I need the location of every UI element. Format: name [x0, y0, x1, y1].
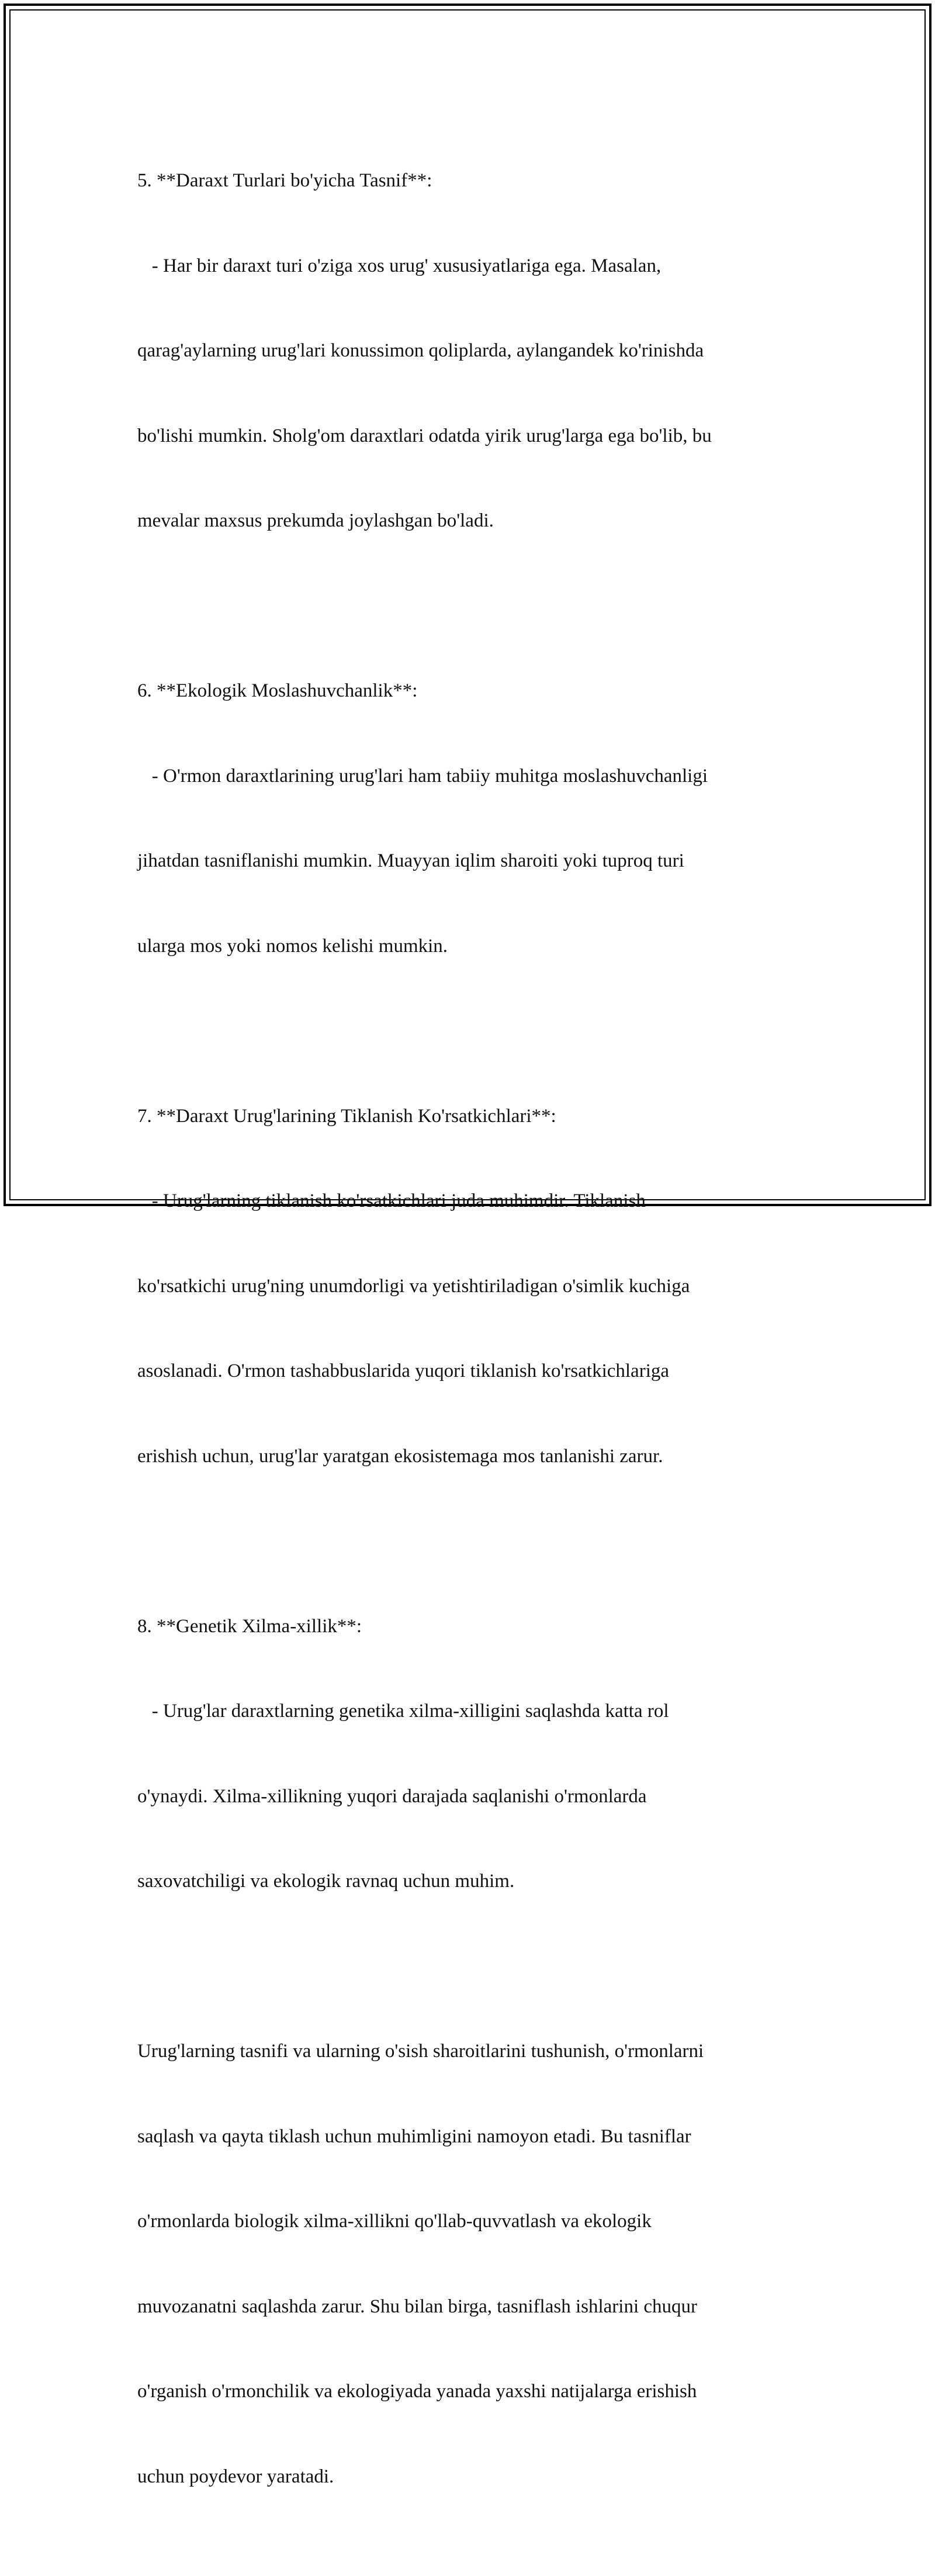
conclusion-line: muvozanatni saqlashda zarur. Shu bilan birga, tasniflash ishlarini chuqur	[137, 2295, 697, 2317]
section-line: - Urug'lar daraxtlarning genetika xilma-xilligini saqlashda katta rol	[137, 1701, 669, 1722]
document-body	[137, 110, 815, 2576]
conclusion-paragraph	[137, 1981, 815, 2547]
section-line: asoslanadi. O'rmon tashabbuslarida yuqori tiklanish ko'rsatkichlariga	[137, 1360, 670, 1382]
conclusion-line: o'rganish o'rmonchilik va ekologiyada yanada yaxshi natijalarga erishish	[137, 2381, 697, 2402]
section-heading: 7. **Daraxt Urug'larining Tiklanish Ko'rsatkichlari**:	[137, 1105, 556, 1127]
section-5	[137, 110, 815, 592]
section-line: jihatdan tasniflanishi mumkin. Muayyan iqlim sharoiti yoki tuproq turi	[137, 850, 684, 871]
section-line: - Har bir daraxt turi o'ziga xos urug' xususiyatlariga ega. Masalan,	[137, 255, 662, 276]
section-7	[137, 1045, 815, 1528]
section-line: ularga mos yoki nomos kelishi mumkin.	[137, 935, 448, 957]
section-heading: 5. **Daraxt Turlari bo'yicha Tasnif**:	[137, 170, 432, 191]
conclusion-line: Urug'larning tasnifi va ularning o'sish sharoitlarini tushunish, o'rmonlarni	[137, 2041, 704, 2062]
section-line: - O'rmon daraxtlarining urug'lari ham tabiiy muhitga moslashuvchanligi	[137, 765, 708, 787]
section-line: erishish uchun, urug'lar yaratgan ekosistemaga mos tanlanishi zarur.	[137, 1445, 663, 1467]
section-6	[137, 620, 815, 1017]
section-line: qarag'aylarning urug'lari konussimon qoliplarda, aylangandek ko'rinishda	[137, 340, 704, 361]
section-heading: 8. **Genetik Xilma-xillik**:	[137, 1615, 362, 1637]
section-line: ko'rsatkichi urug'ning unumdorligi va yetishtiriladigan o'simlik kuchiga	[137, 1275, 690, 1297]
conclusion-line: saqlash va qayta tiklash uchun muhimligini namoyon etadi. Bu tasniflar	[137, 2125, 691, 2147]
section-line: bo'lishi mumkin. Sholg'om daraxtlari odatda yirik urug'larga ega bo'lib, bu	[137, 425, 712, 446]
section-line: o'ynaydi. Xilma-xillikning yuqori darajada saqlanishi o'rmonlarda	[137, 1785, 647, 1807]
section-heading: 6. **Ekologik Moslashuvchanlik**:	[137, 680, 418, 701]
section-line: saxovatchiligi va ekologik ravnaq uchun muhim.	[137, 1871, 515, 1892]
section-line: - Urug'larning tiklanish ko'rsatkichlari juda muhimdir. Tiklanish	[137, 1190, 646, 1211]
section-8	[137, 1556, 815, 1952]
section-line: mevalar maxsus prekumda joylashgan bo'ladi.	[137, 510, 494, 531]
conclusion-line: o'rmonlarda biologik xilma-xillikni qo'llab-quvvatlash va ekologik	[137, 2211, 652, 2232]
conclusion-line: uchun poydevor yaratadi.	[137, 2466, 334, 2487]
